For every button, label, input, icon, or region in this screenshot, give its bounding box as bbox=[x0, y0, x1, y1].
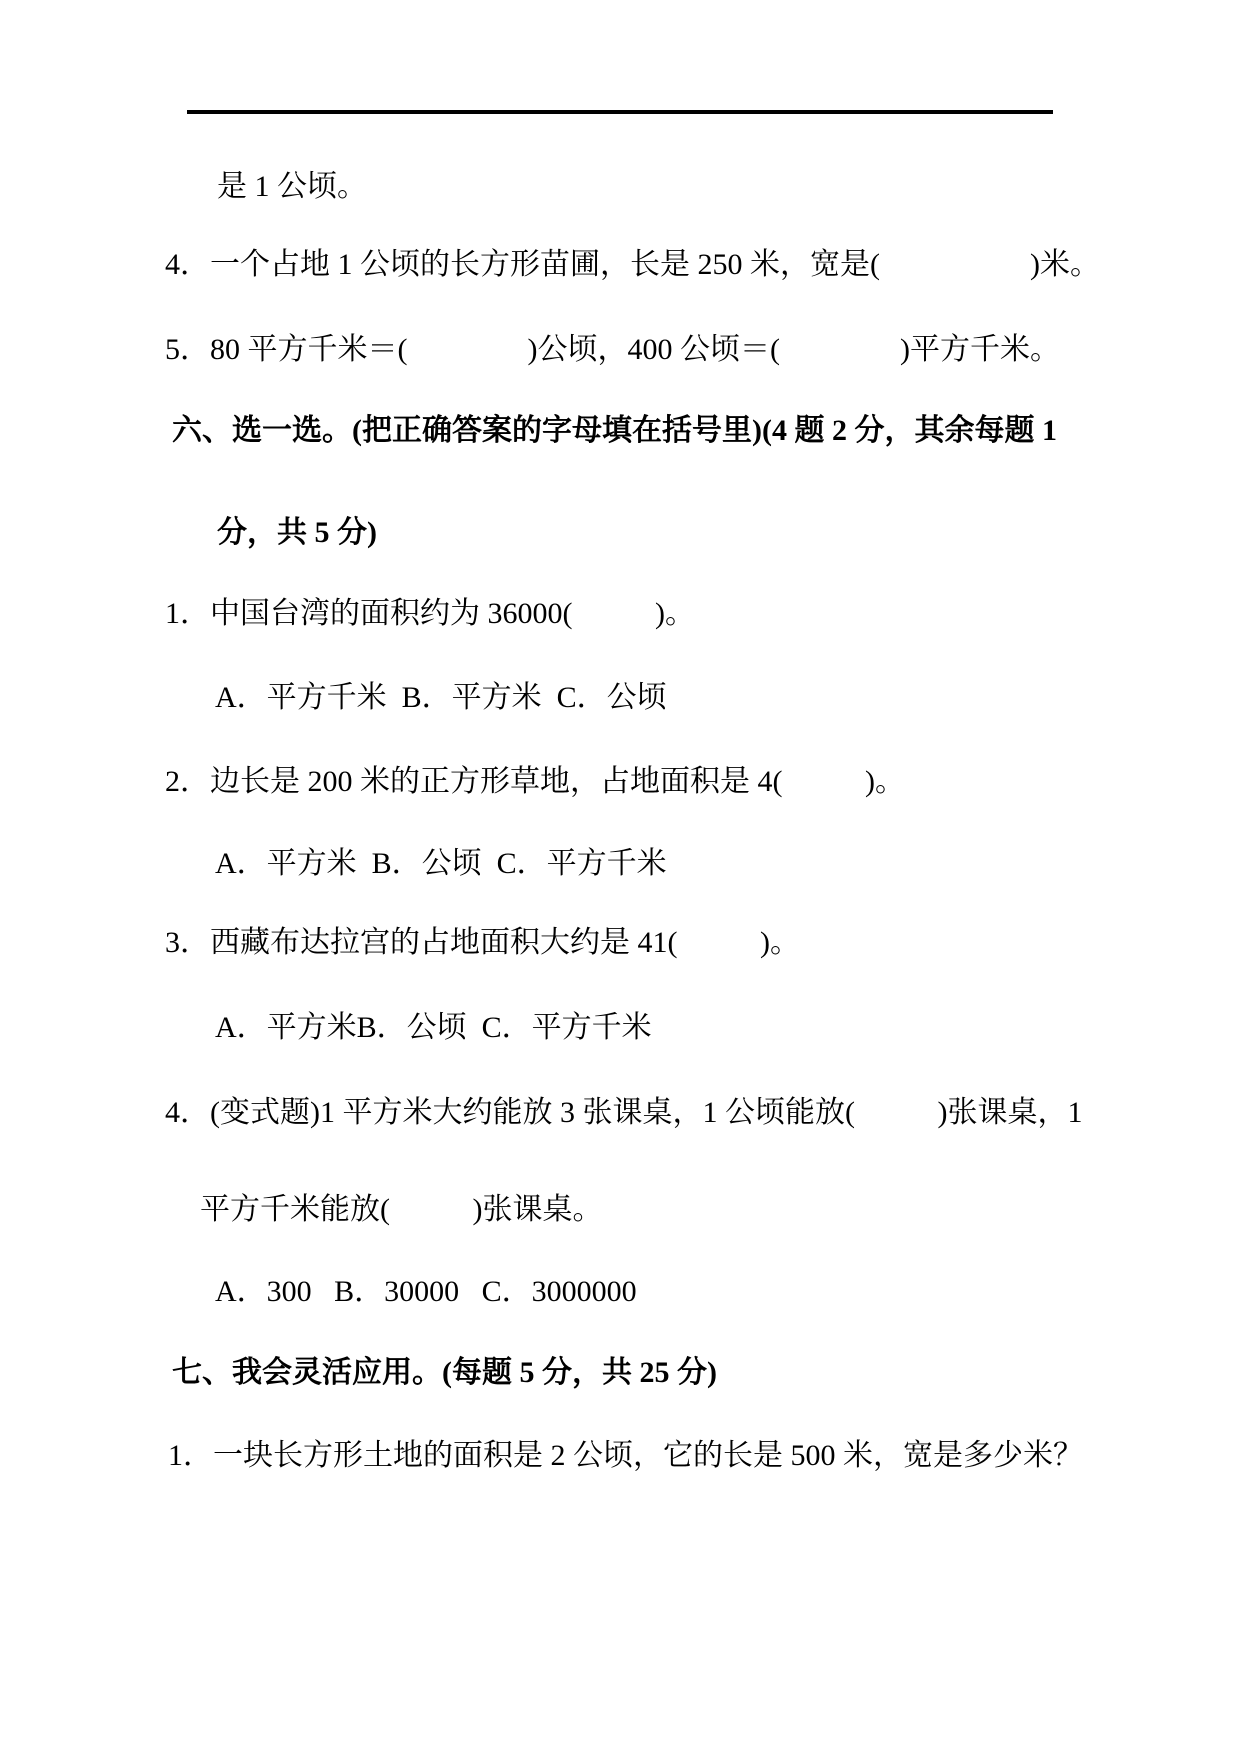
header-rule bbox=[187, 110, 1053, 114]
fill-question-3-continuation: 是 1 公顷。 bbox=[217, 170, 367, 203]
choice-question-3-options: A．平方米B．公顷 C．平方千米 bbox=[215, 1011, 652, 1044]
section-7-heading: 七、我会灵活应用。(每题 5 分，共 25 分) bbox=[172, 1356, 717, 1389]
choice-question-3: 3．西藏布达拉宫的占地面积大约是 41( )。 bbox=[165, 926, 800, 959]
choice-question-2-options: A．平方米 B．公顷 C．平方千米 bbox=[215, 847, 667, 880]
fill-question-4: 4．一个占地 1 公顷的长方形苗圃，长是 250 米，宽是( )米。 bbox=[165, 248, 1100, 281]
choice-question-4-options: A．300 B．30000 C．3000000 bbox=[215, 1275, 637, 1308]
choice-question-1-options: A．平方千米 B．平方米 C．公顷 bbox=[215, 681, 667, 714]
section-6-heading-line-2: 分，共 5 分) bbox=[217, 516, 377, 549]
apply-question-1: 1．一块长方形土地的面积是 2 公顷，它的长是 500 米，宽是多少米？ bbox=[168, 1439, 1083, 1472]
choice-question-4-line-2: 平方千米能放( )张课桌。 bbox=[200, 1193, 603, 1226]
choice-question-4-line-1: 4．(变式题)1 平方米大约能放 3 张课桌，1 公顷能放( )张课桌，1 bbox=[165, 1096, 1083, 1129]
section-6-heading-line-1: 六、选一选。(把正确答案的字母填在括号里)(4 题 2 分，其余每题 1 bbox=[172, 414, 1057, 447]
choice-question-2: 2．边长是 200 米的正方形草地，占地面积是 4( )。 bbox=[165, 765, 905, 798]
choice-question-1: 1．中国台湾的面积约为 36000( )。 bbox=[165, 597, 695, 630]
fill-question-5: 5．80 平方千米＝( )公顷，400 公顷＝( )平方千米。 bbox=[165, 333, 1060, 366]
